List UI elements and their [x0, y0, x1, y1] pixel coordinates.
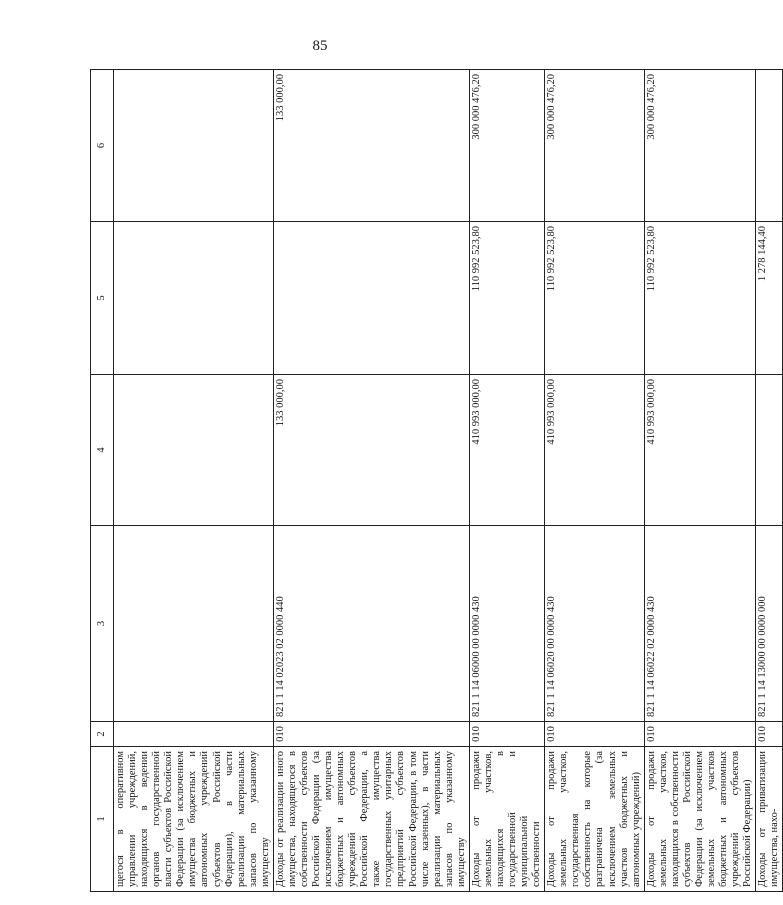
row-budget-code: 821 1 14 06020 00 0000 430 — [545, 526, 645, 722]
row-value-remaining — [114, 70, 274, 222]
header-cell: 1 — [91, 747, 114, 892]
row-name: Доходы от приватизации имущества, нахо- — [756, 747, 783, 892]
table-row — [545, 70, 645, 892]
row-budget-code: 821 1 14 06000 00 0000 430 — [469, 526, 544, 722]
row-value-executed: 110 992 523,80 — [545, 222, 645, 375]
header-cell: 3 — [91, 526, 114, 722]
revenue-table — [90, 69, 783, 892]
header-row — [91, 70, 114, 892]
row-line-code: 010 — [545, 722, 645, 747]
header-cell: 2 — [91, 722, 114, 747]
table-row — [469, 70, 544, 892]
table-row — [273, 70, 469, 892]
row-value-executed: 110 992 523,80 — [644, 222, 756, 375]
header-cell: 5 — [91, 222, 114, 375]
row-line-code: 010 — [273, 722, 469, 747]
row-line-code: 010 — [756, 722, 783, 747]
row-value-approved: 410 993 000,00 — [644, 375, 756, 526]
row-name: Доходы от реализации иного имущества, находящегося в собственности субъектов Российской Федерации (за исключением имущества бюджетных и автономных учреждений субъектов Российской Федерации, а также имущества государственных унитарных предприятий субъектов Российской Федерации, в том числе казенных), в части реализации материальных запасов по указанному имуществу — [273, 747, 469, 892]
header-cell: 4 — [91, 375, 114, 526]
row-value-approved — [114, 375, 274, 526]
row-line-code: 010 — [644, 722, 756, 747]
row-value-approved: 133 000,00 — [273, 375, 469, 526]
row-value-executed — [114, 222, 274, 375]
row-value-remaining: 133 000,00 — [273, 70, 469, 222]
row-name: Доходы от продажи земельных участков, государственная собственность на которые разграничена (за исключением земельных участков бюджетных и автономных учреждений) — [545, 747, 645, 892]
row-value-remaining: 300 000 476,20 — [469, 70, 544, 222]
table-row — [644, 70, 756, 892]
row-budget-code: 821 1 14 13000 00 0000 000 — [756, 526, 783, 722]
page-number: 85 — [312, 38, 328, 54]
row-value-remaining — [756, 70, 783, 222]
row-line-code: 010 — [469, 722, 544, 747]
table-row — [756, 70, 783, 892]
row-budget-code: 821 1 14 02023 02 0000 440 — [273, 526, 469, 722]
row-value-approved: 410 993 000,00 — [469, 375, 544, 526]
row-value-remaining: 300 000 476,20 — [545, 70, 645, 222]
row-value-remaining: 300 000 476,20 — [644, 70, 756, 222]
table-row — [114, 70, 274, 892]
row-name: Доходы от продажи земельных участков, находящихся в собственности субъектов Российской Федерации (за исключением земельных участков бюджетных и автономных учреждений субъектов Российской Федерации) — [644, 747, 756, 892]
row-value-approved — [756, 375, 783, 526]
row-name: Доходы от продажи земельных участков, находящихся в государственной и муниципальной собственности — [469, 747, 544, 892]
row-value-executed — [273, 222, 469, 375]
row-budget-code — [114, 526, 274, 722]
row-name: щегося в оперативном управлении учреждений, находящихся в ведении органов государственной власти субъектов Российской Федерации (за исключением имущества бюджетных и автономных учреждений субъектов Российской Федерации), в части реализации материальных запасов по указанному имуществу — [114, 747, 274, 892]
row-line-code — [114, 722, 274, 747]
row-budget-code: 821 1 14 06022 02 0000 430 — [644, 526, 756, 722]
header-cell: 6 — [91, 70, 114, 222]
row-value-executed: 110 992 523,80 — [469, 222, 544, 375]
row-value-approved: 410 993 000,00 — [545, 375, 645, 526]
row-value-executed: 1 278 144,40 — [756, 222, 783, 375]
rotated-table-container — [90, 70, 781, 892]
